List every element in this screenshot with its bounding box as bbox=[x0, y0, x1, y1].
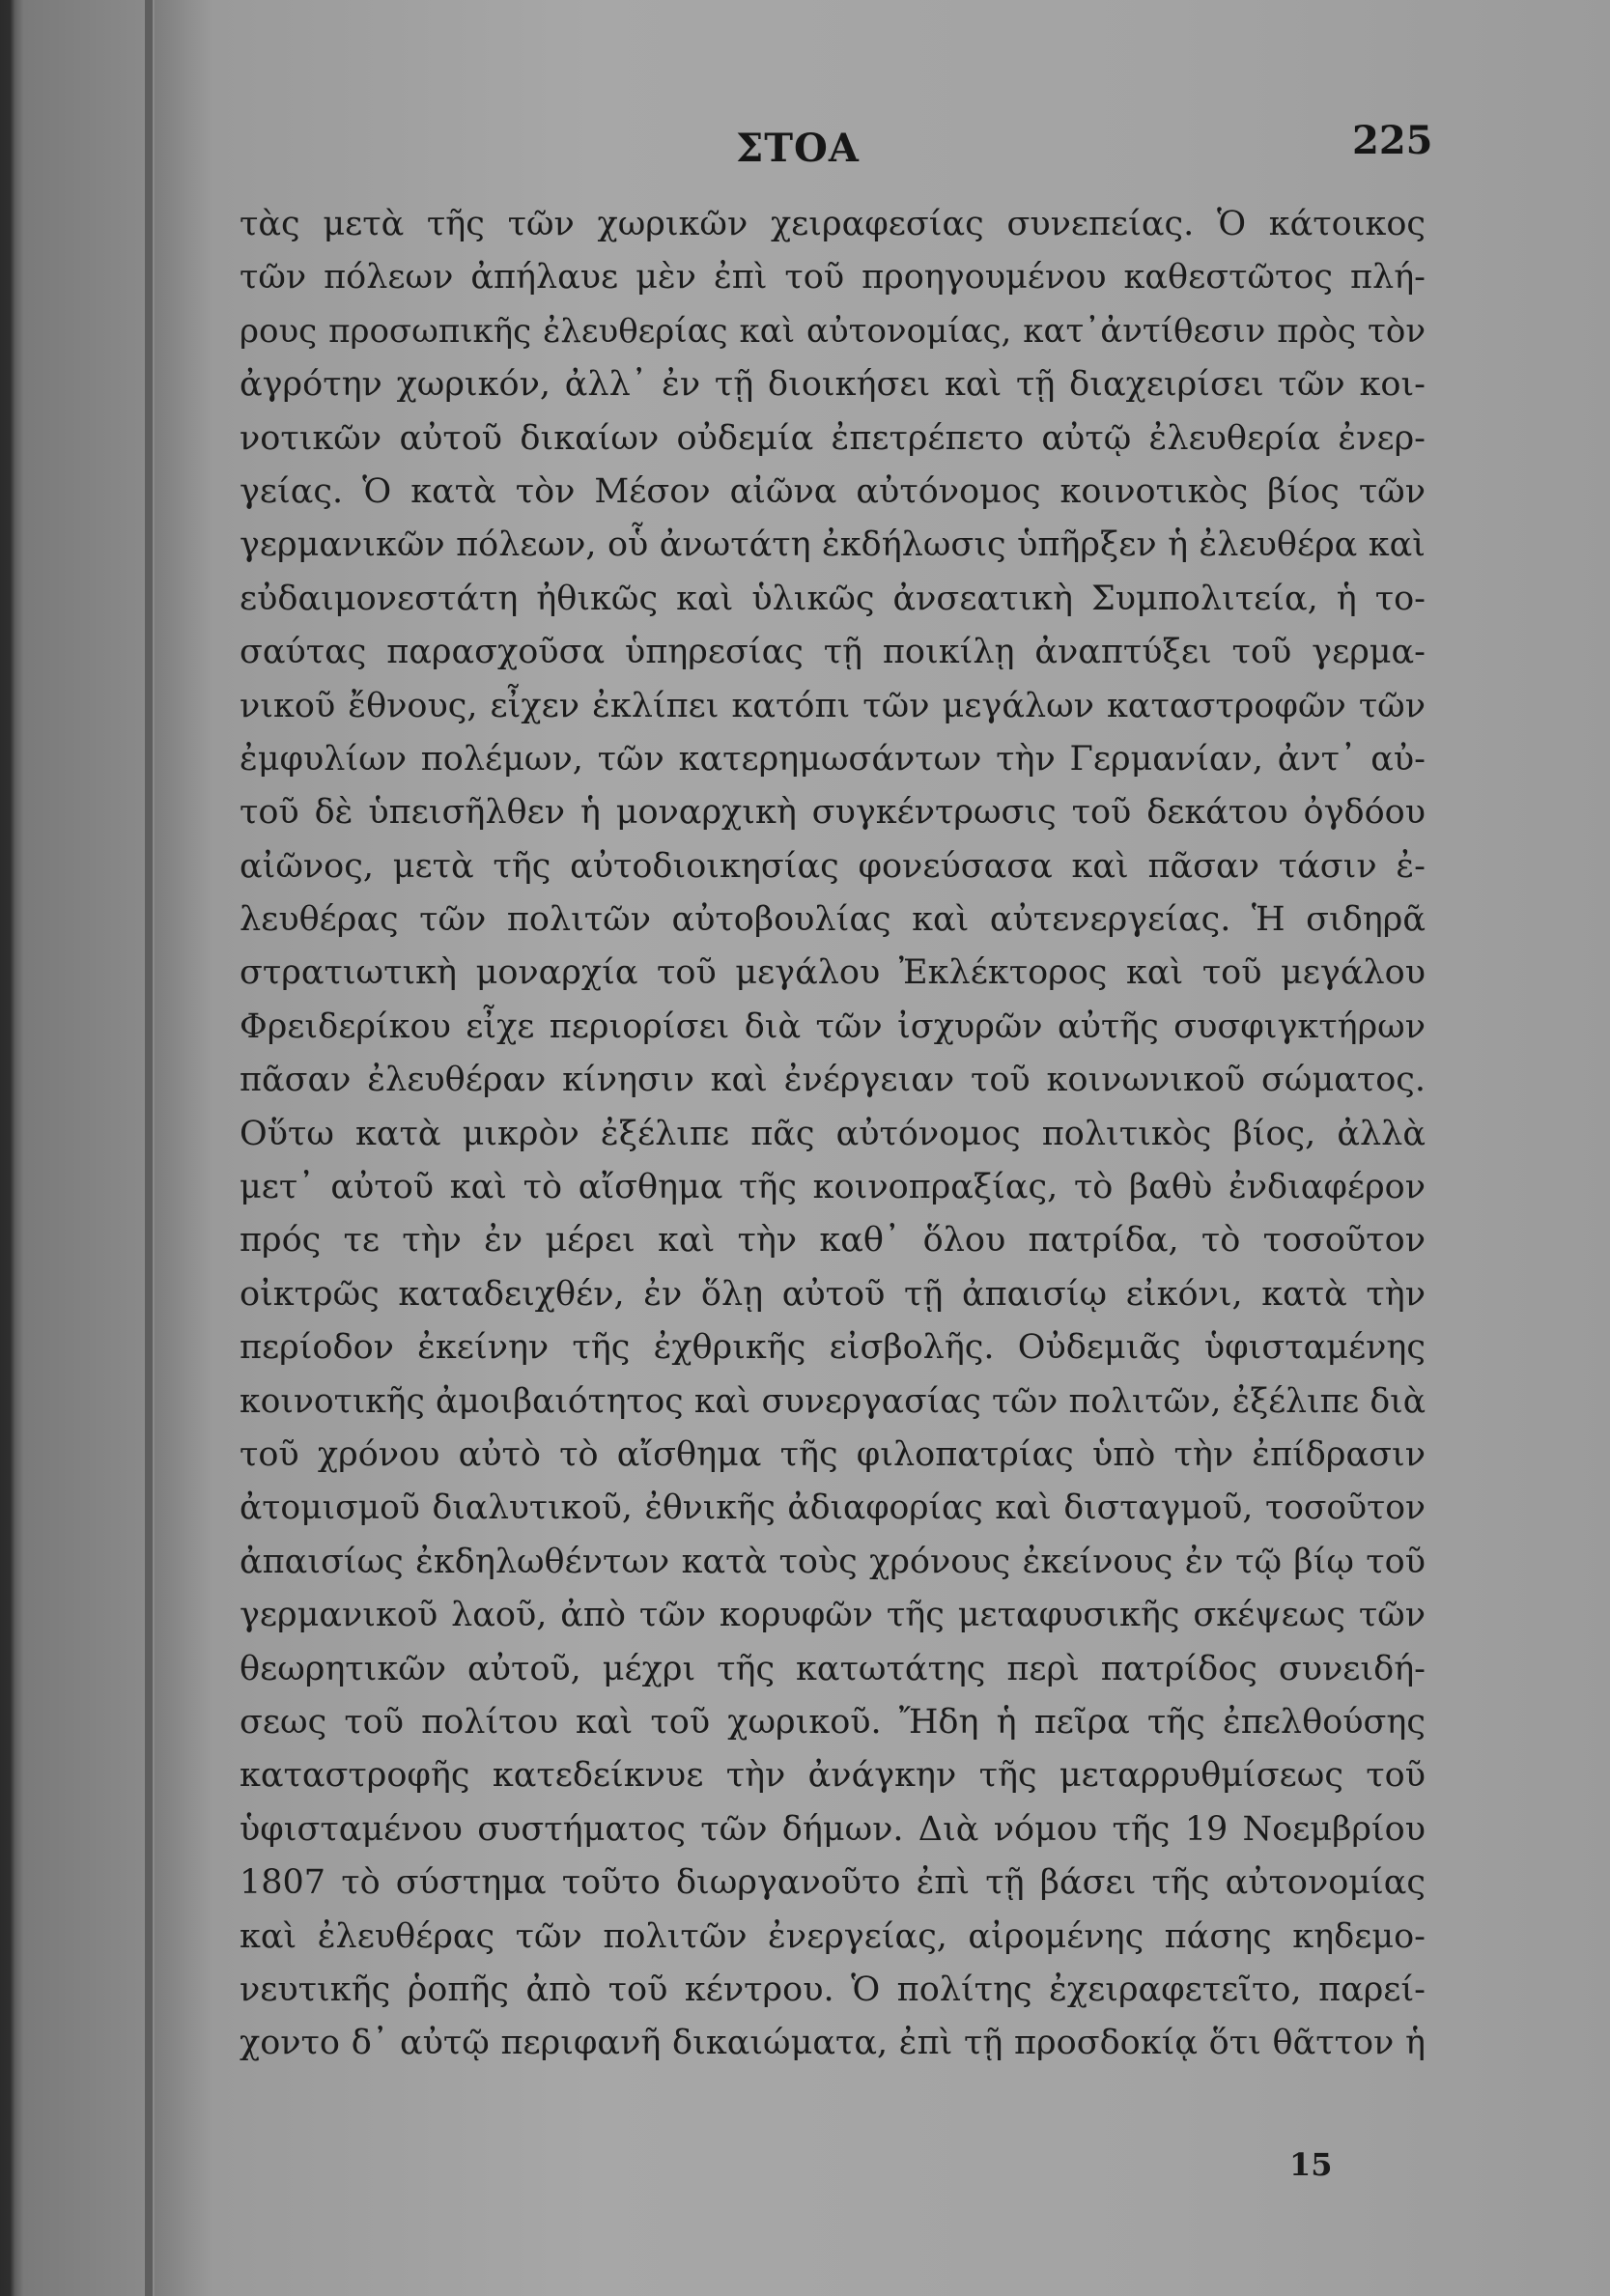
book-page bbox=[155, 0, 1610, 2296]
text-line: γερμανικοῦ λαοῦ, ἀπὸ τῶν κορυφῶν τῆς μεταφυσικῆς σκέψεως τῶν bbox=[240, 1596, 1426, 1635]
text-line: Οὕτω κατὰ μικρὸν ἐξέλιπε πᾶς αὐτόνομος πολιτικὸς βίος, ἀλλὰ bbox=[240, 1114, 1426, 1153]
text-line: περίοδον ἐκείνην τῆς ἐχθρικῆς εἰσβολῆς. Οὐδεμιᾶς ὑφισταμένης bbox=[240, 1328, 1426, 1368]
body-text bbox=[240, 198, 1426, 2071]
text-line: νοτικῶν αὐτοῦ δικαίων οὐδεμία ἐπετρέπετο αὐτῷ ἐλευθερία ἐνερ- bbox=[240, 418, 1426, 458]
text-line: τοῦ δὲ ὑπεισῆλθεν ἡ μοναρχικὴ συγκέντρωσις τοῦ δεκάτου ὀγδόου bbox=[240, 793, 1426, 833]
text-line: λευθέρας τῶν πολιτῶν αὐτοβουλίας καὶ αὐτενεργείας. Ἡ σιδηρᾶ bbox=[240, 900, 1426, 940]
text-line: ἀπαισίως ἐκδηλωθέντων κατὰ τοὺς χρόνους ἐκείνους ἐν τῷ βίῳ τοῦ bbox=[240, 1542, 1426, 1581]
text-line: χοντο δ᾽ αὐτῷ περιφανῆ δικαιώματα, ἐπὶ τῇ προσδοκίᾳ ὅτι θᾶττον ἡ bbox=[240, 2024, 1426, 2063]
text-line: νικοῦ ἔθνους, εἶχεν ἐκλίπει κατόπι τῶν μεγάλων καταστροφῶν τῶν bbox=[240, 686, 1426, 725]
text-line: τῶν πόλεων ἀπήλαυε μὲν ἐπὶ τοῦ προηγουμένου καθεστῶτος πλή- bbox=[240, 258, 1426, 298]
signature-mark: 15 bbox=[1289, 2146, 1333, 2183]
text-line: γείας. Ὁ κατὰ τὸν Μέσον αἰῶνα αὐτόνομος κοινοτικὸς βίος τῶν bbox=[240, 471, 1426, 511]
page-header bbox=[155, 118, 1610, 184]
text-line: ρους προσωπικῆς ἐλευθερίας καὶ αὐτονομίας, κατ᾽ἀντίθεσιν πρὸς τὸν bbox=[240, 311, 1426, 351]
text-line: σεως τοῦ πολίτου καὶ τοῦ χωρικοῦ. Ἤδη ἡ πεῖρα τῆς ἐπελθούσης bbox=[240, 1702, 1426, 1742]
text-line: στρατιωτικὴ μοναρχία τοῦ μεγάλου Ἐκλέκτορος καὶ τοῦ μεγάλου bbox=[240, 953, 1426, 993]
text-line: θεωρητικῶν αὐτοῦ, μέχρι τῆς κατωτάτης περὶ πατρίδος συνειδή- bbox=[240, 1649, 1426, 1688]
book-binding-shadow bbox=[0, 0, 169, 2296]
text-line: πᾶσαν ἐλευθέραν κίνησιν καὶ ἐνέργειαν τοῦ κοινωνικοῦ σώματος. bbox=[240, 1061, 1426, 1100]
text-line: μετ᾽ αὐτοῦ καὶ τὸ αἴσθημα τῆς κοινοπραξίας, τὸ βαθὺ ἐνδιαφέρον bbox=[240, 1168, 1426, 1207]
text-line: αἰῶνος, μετὰ τῆς αὐτοδιοικησίας φονεύσασα καὶ πᾶσαν τάσιν ἐ- bbox=[240, 846, 1426, 886]
text-line: τὰς μετὰ τῆς τῶν χωρικῶν χειραφεσίας συνεπείας. Ὁ κάτοικος bbox=[240, 205, 1426, 243]
binding-gutter-line bbox=[145, 0, 153, 2296]
text-line: κοινοτικῆς ἀμοιβαιότητος καὶ συνεργασίας τῶν πολιτῶν, ἐξέλιπε διὰ bbox=[240, 1381, 1426, 1421]
text-line: καταστροφῆς κατεδείκνυε τὴν ἀνάγκην τῆς μεταρρυθμίσεως τοῦ bbox=[240, 1756, 1426, 1796]
text-line: πρός τε τὴν ἐν μέρει καὶ τὴν καθ᾽ ὅλου πατρίδα, τὸ τοσοῦτον bbox=[240, 1221, 1426, 1261]
text-line: ἀγρότην χωρικόν, ἀλλ᾽ ἐν τῇ διοικήσει καὶ τῇ διαχειρίσει τῶν κοι- bbox=[240, 365, 1426, 405]
text-line: σαύτας παρασχοῦσα ὑπηρεσίας τῇ ποικίλῃ ἀναπτύξει τοῦ γερμα- bbox=[240, 633, 1426, 672]
text-line: εὐδαιμονεστάτη ἠθικῶς καὶ ὑλικῶς ἀνσεατικὴ Συμπολιτεία, ἡ το- bbox=[240, 579, 1426, 618]
text-line: καὶ ἐλευθέρας τῶν πολιτῶν ἐνεργείας, αἰρομένης πάσης κηδεμο- bbox=[240, 1916, 1426, 1956]
text-line: ἀτομισμοῦ διαλυτικοῦ, ἐθνικῆς ἀδιαφορίας καὶ δισταγμοῦ, τοσοῦτον bbox=[240, 1488, 1426, 1528]
text-line: τοῦ χρόνου αὐτὸ τὸ αἴσθημα τῆς φιλοπατρίας ὑπὸ τὴν ἐπίδρασιν bbox=[240, 1434, 1426, 1474]
text-line: 1807 τὸ σύστημα τοῦτο διωργανοῦτο ἐπὶ τῇ βάσει τῆς αὐτονομίας bbox=[240, 1863, 1426, 1903]
text-line: γερμανικῶν πόλεων, οὗ ἀνωτάτη ἐκδήλωσις ὑπῆρξεν ἡ ἐλευθέρα καὶ bbox=[240, 525, 1426, 565]
text-line: νευτικῆς ῥοπῆς ἀπὸ τοῦ κέντρου. Ὁ πολίτης ἐχειραφετεῖτο, παρεί- bbox=[240, 1970, 1426, 2009]
text-line: Φρειδερίκου εἶχε περιορίσει διὰ τῶν ἰσχυρῶν αὐτῆς συσφιγκτήρων bbox=[240, 1006, 1426, 1046]
text-line: ἐμφυλίων πολέμων, τῶν κατερημωσάντων τὴν Γερμανίαν, ἀντ᾽ αὐ- bbox=[240, 739, 1426, 779]
page-number: 225 bbox=[1352, 118, 1433, 163]
running-title: ΣΤΟΑ bbox=[736, 126, 860, 171]
text-line: οἰκτρῶς καταδειχθέν, ἐν ὅλῃ αὐτοῦ τῇ ἀπαισίῳ εἰκόνι, κατὰ τὴν bbox=[240, 1274, 1426, 1314]
text-line: ὑφισταμένου συστήματος τῶν δήμων. Διὰ νόμου τῆς 19 Νοεμβρίου bbox=[240, 1809, 1426, 1849]
